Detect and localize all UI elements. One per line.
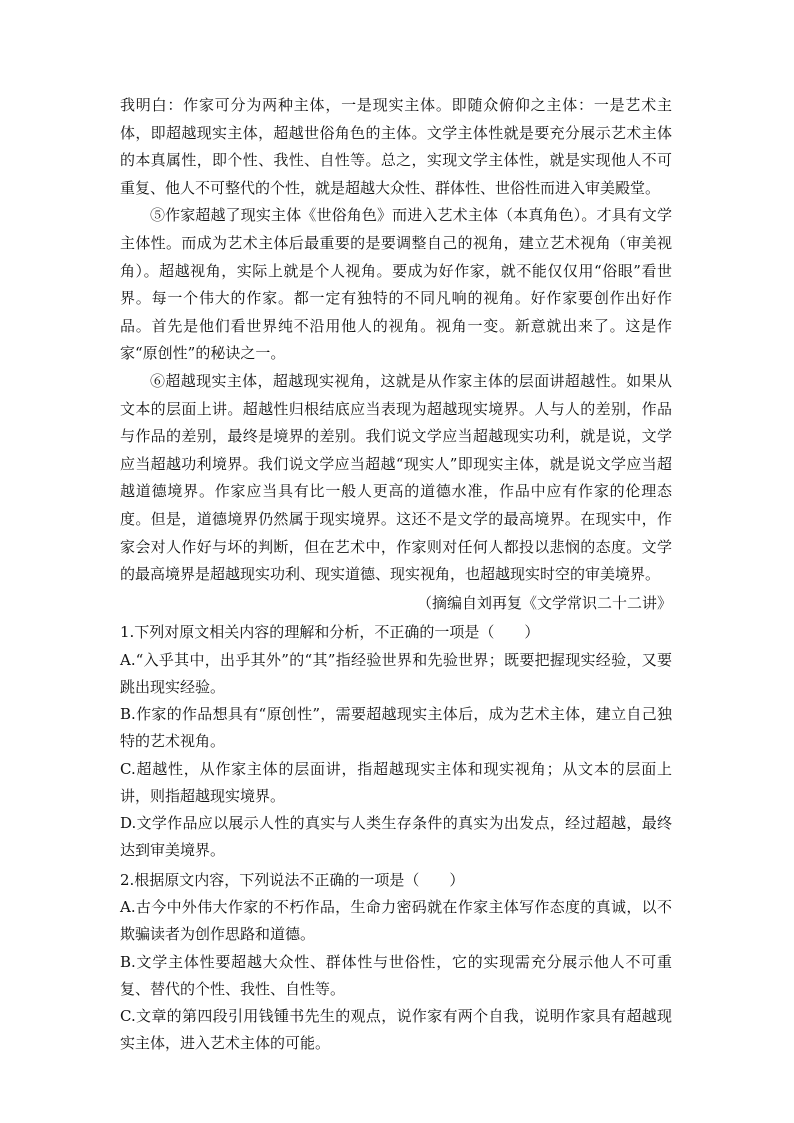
question-2-option-a: A.古今中外伟大作家的不朽作品，生命力密码就在作家主体写作态度的真诚，以不欺骗读者为创作思路和道德。 (120, 898, 672, 944)
question-2-option-b: B.文学主体性要超越大众性、群体性与世俗性，它的实现需充分展示他人不可重复、替代的个性、我性、自性等。 (120, 952, 672, 998)
document-content (120, 92, 672, 1057)
question-1-option-d: D.文学作品应以展示人性的真实与人类生存条件的真实为出发点，经过超越，最终达到审美境界。 (120, 814, 672, 860)
question-1-option-b: B.作家的作品想具有“原创性”，需要超越现实主体后，成为艺术主体，建立自己独特的艺术视角。 (120, 705, 672, 751)
question-1-option-a: A.“入乎其中，出乎其外”的“其”指经验世界和先验世界；既要把握现实经验，又要跳出现实经验。 (120, 650, 672, 697)
paragraph-6: ⑥超越现实主体，超越现实视角，这就是从作家主体的层面讲超越性。如果从文本的层面上讲。超越性归根结底应当表现为超越现实境界。人与人的差别，作品与作品的差别，最终是境界的差别。我们说文学应当超越现实功利，就是说，文学应当超越功利境界。我们说文学应当超越“现实人”即现实主体，就是说文学应当超越道德境界。作家应当具有比一般人更高的道德水准，作品中应有作家的伦理态度。但是，道德境界仍然属于现实境界。这还不是文学的最高境界。在现实中，作家会对人作好与坏的判断，但在艺术中，作家则对任何人都投以悲悯的态度。文学的最高境界是超越现实功利、现实道德、现实视角，也超越现实时空的审美境界。 (120, 371, 672, 584)
question-2-option-c: C.文章的第四段引用钱锺书先生的观点，说作家有两个自我，说明作家具有超越现实主体，进入艺术主体的可能。 (120, 1006, 672, 1053)
question-1-option-c: C.超越性，从作家主体的层面讲，指超越现实主体和现实视角；从文本的层面上讲，则指超越现实境界。 (120, 759, 672, 805)
question-1-stem: 1.下列对原文相关内容的理解和分析，不正确的一项是（ ） (120, 623, 540, 642)
paragraph-5: ⑤作家超越了现实主体《世俗角色》而进入艺术主体（本真角色）。才具有文学主体性。而成为艺术主体后最重要的是要调整自己的视角，建立艺术视角（审美视角）。超越视角，实际上就是个人视角。要成为好作家，就不能仅仅用“俗眼”看世界。每一个伟大的作家。都一定有独特的不同凡响的视角。好作家要创作出好作品。首先是他们看世界纯不沿用他人的视角。视角一变。新意就出来了。这是作家“原创性”的秘诀之一。 (120, 206, 672, 363)
question-2-stem: 2.根据原文内容，下列说法不正确的一项是（ ） (120, 870, 465, 889)
source-citation: （摘编自刘再复《文学常识二十二讲》 (416, 593, 672, 612)
paragraph-4-tail: 我明白：作家可分为两种主体，一是现实主体。即随众俯仰之主体：一是艺术主体，即超越现实主体，超越世俗角色的主体。文学主体性就是要充分展示艺术主体的本真属性，即个性、我性、自性等。总之，实现文学主体性，就是实现他人不可重复、他人不可整代的个性，就是超越大众性、群体性、世俗性而进入审美殿堂。 (120, 96, 672, 197)
